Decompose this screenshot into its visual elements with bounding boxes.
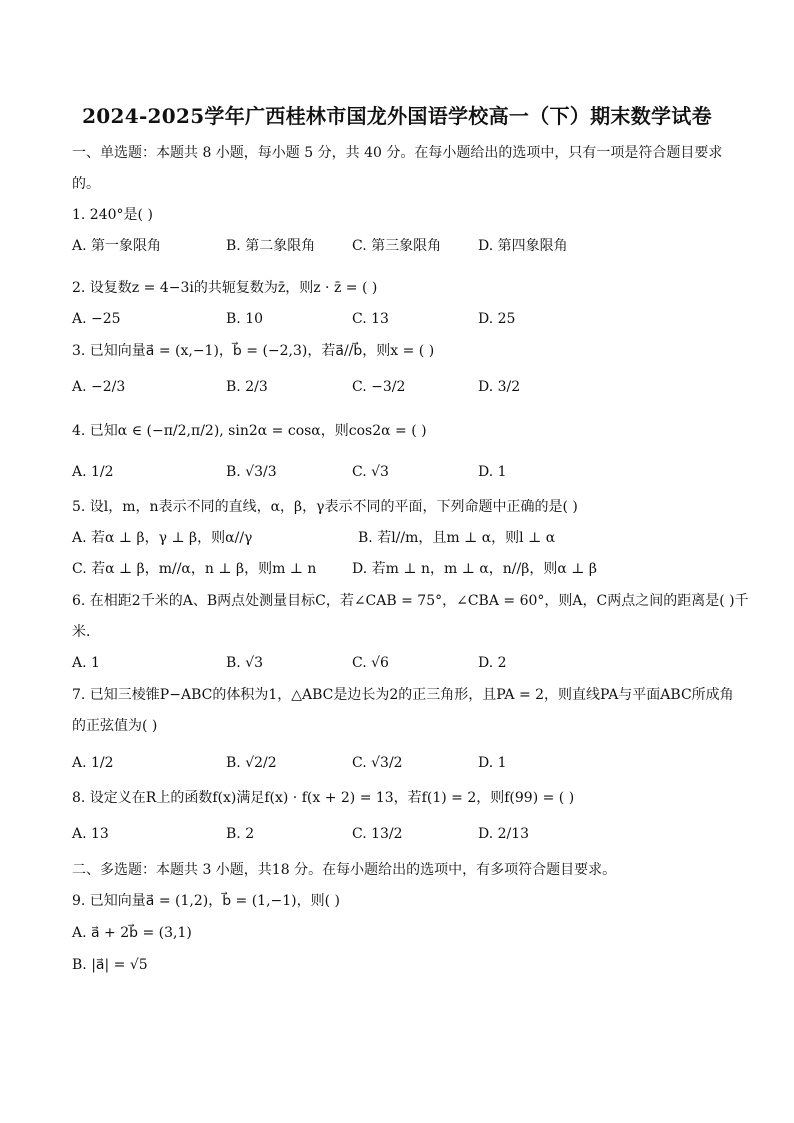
question-8-option-a: A. 13: [72, 826, 109, 842]
question-4-option-c: C. √3: [352, 464, 389, 480]
page-title: 2024-2025学年广西桂林市国龙外国语学校高一（下）期末数学试卷: [82, 104, 712, 128]
question-1-option-d: D. 第四象限角: [478, 238, 568, 254]
question-5-stem: 5. 设l，m，n表示不同的直线，α，β，γ表示不同的平面，下列命题中正确的是( ): [72, 499, 578, 515]
question-7-stem-cont: 的正弦值为( ): [72, 718, 158, 734]
question-1-stem: 1. 240°是( ): [72, 207, 153, 223]
question-6-stem: 6. 在相距2千米的A、B两点处测量目标C，若∠CAB = 75°，∠CBA = 60°，则A，C两点之间的距离是( )千: [72, 593, 749, 609]
question-5-option-a: A. 若α ⊥ β，γ ⊥ β，则α//γ: [72, 530, 253, 546]
question-2-option-d: D. 25: [478, 311, 516, 327]
question-9-stem: 9. 已知向量a⃗ = (1,2)，b⃗ = (1,−1)，则( ): [72, 893, 341, 909]
question-4-option-b: B. √3/3: [226, 464, 277, 480]
question-4-option-d: D. 1: [478, 464, 507, 480]
section-1-heading: 一、单选题：本题共 8 小题，每小题 5 分，共 40 分。在每小题给出的选项中，只有一项是符合题目要求: [72, 145, 723, 161]
question-4-stem: 4. 已知α ∈ (−π/2,π/2), sin2α = cosα，则cos2α = ( ): [72, 423, 427, 439]
question-7-stem: 7. 已知三棱锥P−ABC的体积为1，△ABC是边长为2的正三角形，且PA = 2，则直线PA与平面ABC所成角: [72, 687, 734, 703]
question-8-option-b: B. 2: [226, 826, 255, 842]
question-1-option-a: A. 第一象限角: [72, 238, 162, 254]
section-2-heading: 二、多选题：本题共 3 小题，共18 分。在每小题给出的选项中，有多项符合题目要求。: [72, 862, 617, 878]
question-8-stem: 8. 设定义在R上的函数f(x)满足f(x) · f(x + 2) = 13，若f(1) = 2，则f(99) = ( ): [72, 790, 575, 806]
question-9-option-b: B. |a⃗| = √5: [72, 957, 148, 973]
question-7-option-a: A. 1/2: [72, 755, 114, 771]
question-2-option-b: B. 10: [226, 311, 264, 327]
question-6-option-d: D. 2: [478, 655, 507, 671]
question-8-option-d: D. 2/13: [478, 826, 530, 842]
question-2-option-c: C. 13: [352, 311, 389, 327]
question-2-option-a: A. −25: [72, 311, 121, 327]
question-6-stem-cont: 米．: [72, 624, 100, 640]
question-9-option-a: A. a⃗ + 2b⃗ = (3,1): [72, 925, 192, 941]
section-1-heading-cont: 的。: [72, 176, 100, 192]
question-1-option-c: C. 第三象限角: [352, 238, 442, 254]
question-3-stem: 3. 已知向量a⃗ = (x,−1)，b⃗ = (−2,3)，若a⃗//b⃗，则x = ( ): [72, 343, 435, 359]
question-5-option-b: B. 若l//m，且m ⊥ α，则l ⊥ α: [358, 530, 556, 546]
question-7-option-d: D. 1: [478, 755, 507, 771]
question-4-option-a: A. 1/2: [72, 464, 114, 480]
question-6-option-b: B. √3: [226, 655, 264, 671]
question-3-option-c: C. −3/2: [352, 379, 406, 395]
question-6-option-c: C. √6: [352, 655, 389, 671]
question-7-option-b: B. √2/2: [226, 755, 277, 771]
question-6-option-a: A. 1: [72, 655, 100, 671]
question-1-option-b: B. 第二象限角: [226, 238, 316, 254]
question-3-option-a: A. −2/3: [72, 379, 126, 395]
question-2-stem: 2. 设复数z = 4−3i的共轭复数为z̄，则z · z̄ = ( ): [72, 280, 378, 296]
question-3-option-b: B. 2/3: [226, 379, 268, 395]
question-5-option-d: D. 若m ⊥ n，m ⊥ α，n//β，则α ⊥ β: [352, 561, 597, 577]
question-8-option-c: C. 13/2: [352, 826, 403, 842]
question-3-option-d: D. 3/2: [478, 379, 521, 395]
question-5-option-c: C. 若α ⊥ β，m//α，n ⊥ β，则m ⊥ n: [72, 561, 317, 577]
question-7-option-c: C. √3/2: [352, 755, 403, 771]
